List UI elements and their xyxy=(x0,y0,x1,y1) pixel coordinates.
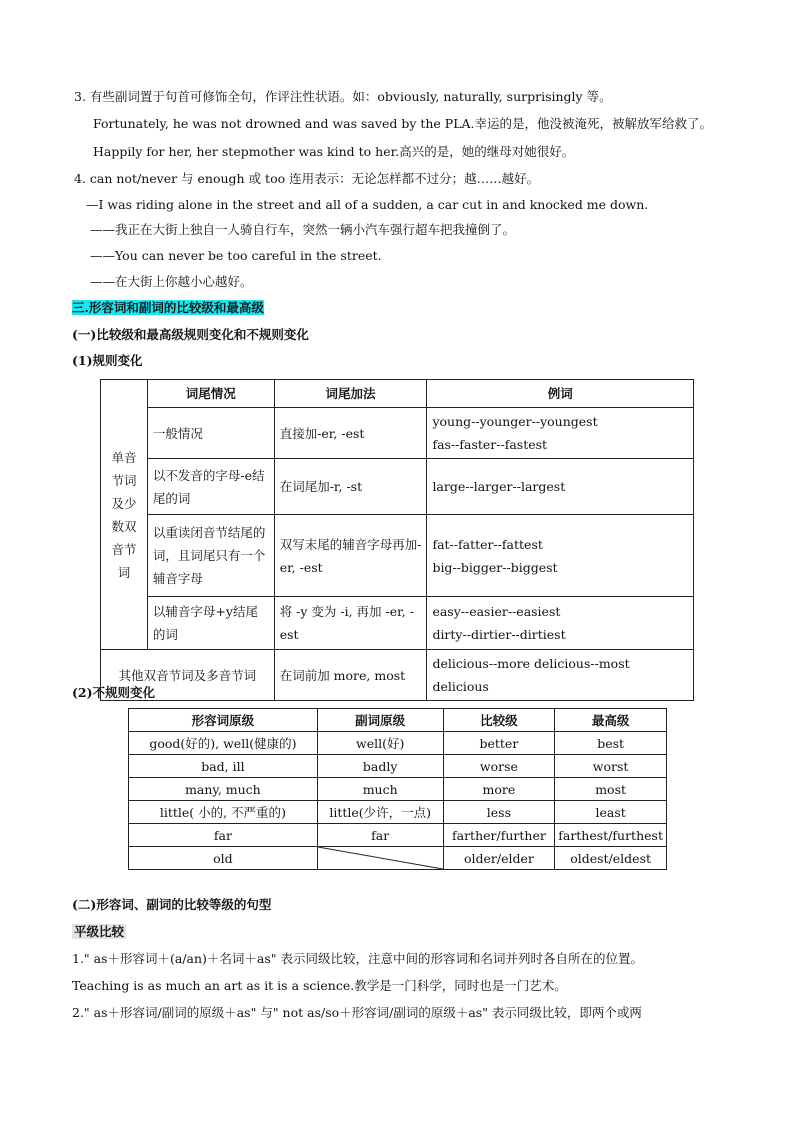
header-comparative: 比较级 xyxy=(443,709,555,732)
table-row xyxy=(101,650,694,701)
table-cell: old xyxy=(129,847,318,870)
example-word: young--younger--youngest xyxy=(432,414,598,429)
example-word: fat--fatter--fattest xyxy=(432,536,543,552)
method-cell: 在词尾加-r, -st xyxy=(274,459,427,515)
example-word: large--larger--largest xyxy=(432,479,566,494)
subsection-heading-regular: (1)规则变化 xyxy=(72,353,143,368)
example-sentence-happily: Happily for her, her stepmother was kind to her.高兴的是，她的继母对她很好。 xyxy=(93,144,575,159)
group-label-line: 及少 xyxy=(111,495,137,511)
examples-cell xyxy=(427,459,694,515)
header-adverb-base: 副词原级 xyxy=(317,709,443,732)
table-cell: far xyxy=(317,824,443,847)
table-cell: farther/further xyxy=(443,824,555,847)
table-cell: most xyxy=(555,778,667,801)
case-cell: 以不发音的字母-e结尾的词 xyxy=(147,459,274,515)
table-row xyxy=(129,824,667,847)
table-cell: more xyxy=(443,778,555,801)
table-cell: older/elder xyxy=(443,847,555,870)
table-row xyxy=(101,515,694,597)
examples-cell xyxy=(427,408,694,459)
case-cell: 以辅音字母+y结尾的词 xyxy=(147,597,274,650)
example-word: dirty--dirtier--dirtiest xyxy=(432,627,566,642)
table-cell: badly xyxy=(317,755,443,778)
case-cell: 一般情况 xyxy=(147,408,274,459)
table-cell: little(少许，一点) xyxy=(317,801,443,824)
table-cell: much xyxy=(317,778,443,801)
case-cell: 以重读闭音节结尾的词，且词尾只有一个辅音字母 xyxy=(147,515,274,597)
table-cell: well(好) xyxy=(317,732,443,755)
table-cell: bad, ill xyxy=(129,755,318,778)
subsection-heading-1: (一)比较级和最高级规则变化和不规则变化 xyxy=(72,327,309,342)
example-translation-careful: ——在大街上你越小心越好。 xyxy=(90,274,253,289)
table-cell: oldest/eldest xyxy=(555,847,667,870)
examples-cell xyxy=(427,650,694,701)
header-ending-method: 词尾加法 xyxy=(274,380,427,408)
heading-equal-comparison-text: 平级比较 xyxy=(74,924,125,939)
table-row xyxy=(129,732,667,755)
table-cell: far xyxy=(129,824,318,847)
heading-equal-comparison xyxy=(72,923,126,941)
example-word: easy--easier--easiest xyxy=(432,604,561,619)
table-row xyxy=(129,755,667,778)
example-translation-riding: ——我正在大街上独自一人骑自行车，突然一辆小汽车强行超车把我撞倒了。 xyxy=(90,222,516,237)
header-ending-case: 词尾情况 xyxy=(147,380,274,408)
group-label-line: 数双 xyxy=(111,518,137,534)
subsection-heading-irregular: (2)不规则变化 xyxy=(72,685,156,700)
table-cell: good(好的), well(健康的) xyxy=(129,732,318,755)
rule-item-1: 1." as＋形容词＋(a/an)＋名词＋as" 表示同级比较，注意中间的形容词和名词并列时各自所在的位置。 xyxy=(72,951,644,966)
paragraph-item-3: 3. 有些副词置于句首可修饰全句，作评注性状语。如：obviously, naturally, surprisingly 等。 xyxy=(74,89,612,104)
table-row xyxy=(129,801,667,824)
table-cell: least xyxy=(555,801,667,824)
method-cell: 双写末尾的辅音字母再加-er, -est xyxy=(274,515,427,597)
method-cell: 将 -y 变为 -i, 再加 -er, -est xyxy=(274,597,427,650)
rule-item-2: 2." as＋形容词/副词的原级＋as" 与" not as/so＋形容词/副词的原级＋as" 表示同级比较，即两个或两 xyxy=(72,1005,642,1020)
subsection-heading-2: (二)形容词、副词的比较等级的句型 xyxy=(72,897,272,912)
regular-change-table xyxy=(100,379,694,701)
example-word: big--bigger--biggest xyxy=(432,559,558,575)
group-label-line: 节词 xyxy=(111,472,137,488)
table-cell: best xyxy=(555,732,667,755)
section-heading-3-text: 三.形容词和副词的比较级和最高级 xyxy=(72,300,264,315)
table-cell: many, much xyxy=(129,778,318,801)
table-row xyxy=(129,778,667,801)
group-label-line: 单音 xyxy=(111,449,137,465)
table-cell: better xyxy=(443,732,555,755)
table-row xyxy=(101,597,694,650)
table-cell: worst xyxy=(555,755,667,778)
table-cell: less xyxy=(443,801,555,824)
irregular-change-table xyxy=(128,708,667,870)
table-cell: farthest/furthest xyxy=(555,824,667,847)
group-label-line: 词 xyxy=(117,564,131,580)
examples-cell xyxy=(427,515,694,597)
method-cell: 直接加-er, -est xyxy=(274,408,427,459)
table-row xyxy=(129,847,667,870)
example-sentence-careful: ——You can never be too careful in the street. xyxy=(90,248,382,263)
section-heading-3 xyxy=(72,299,264,317)
example-word: fas--faster--fastest xyxy=(432,437,548,452)
group-label-line: 音节 xyxy=(111,541,137,557)
examples-cell xyxy=(427,597,694,650)
example-sentence-teaching: Teaching is as much an art as it is a science.教学是一门科学，同时也是一门艺术。 xyxy=(72,978,567,993)
example-sentence-fortunately: Fortunately, he was not drowned and was saved by the PLA.幸运的是，他没被淹死，被解放军给救了。 xyxy=(93,116,713,131)
table-cell: worse xyxy=(443,755,555,778)
table-header-row xyxy=(129,709,667,732)
case-cell: 其他双音节词及多音节词 xyxy=(101,650,275,701)
table-cell: little( 小的, 不严重的) xyxy=(129,801,318,824)
diagonal-line xyxy=(318,847,443,869)
example-sentence-riding: —I was riding alone in the street and all of a sudden, a car cut in and knocked me down. xyxy=(86,197,649,212)
header-examples: 例词 xyxy=(427,380,694,408)
group-label-cell xyxy=(101,380,148,650)
paragraph-item-4: 4. can not/never 与 enough 或 too 连用表示：无论怎样都不过分；越……越好。 xyxy=(74,171,540,186)
header-adjective-base: 形容词原级 xyxy=(129,709,318,732)
header-superlative: 最高级 xyxy=(555,709,667,732)
example-word: delicious--more delicious--most delicious xyxy=(432,656,630,694)
empty-diagonal-cell xyxy=(317,847,443,870)
method-cell: 在词前加 more, most xyxy=(274,650,427,701)
table-row xyxy=(101,408,694,459)
table-row xyxy=(101,459,694,515)
